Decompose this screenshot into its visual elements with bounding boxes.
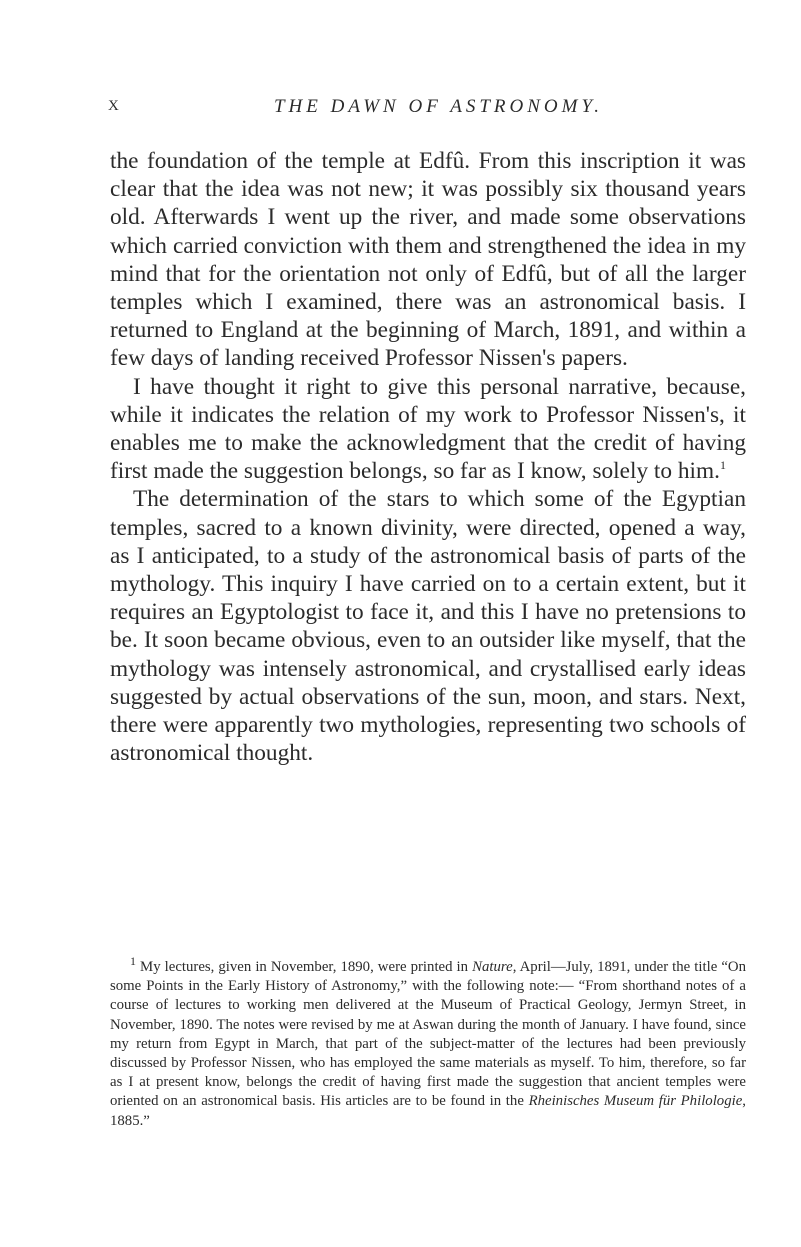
page-header <box>108 98 769 128</box>
paragraph <box>110 485 746 767</box>
footnote-text: , 1885.” <box>110 1093 746 1129</box>
paragraph <box>110 147 746 373</box>
footnote-marker: 1 <box>130 954 136 969</box>
footnote <box>110 954 746 1131</box>
footnote-reference: 1 <box>719 458 726 473</box>
footnote-text: My lectures, given in November, 1890, were printed in <box>140 959 473 975</box>
footnote-text: , April—July, 1891, under the title “On some Points in the Early History of Astronomy,” with the following note:— “From shorthand notes of a course of lectures to working men delivered at the Museum of Practical Geology, Jermyn Street, in November, 1890. The notes were revised by me at Aswan during the month of January. I have found, since my return from Egypt in March, that part of the subject-matter of the lectures had been previously discussed by Professor Nissen, who has employed the same materials as myself. To him, therefore, so far as I at present know, belongs the credit of having first made the suggestion that ancient temples were oriented on an astronomical basis. His articles are to be found in the <box>110 959 746 1110</box>
main-text <box>110 147 746 767</box>
running-title: THE DAWN OF ASTRONOMY. <box>273 96 604 117</box>
paragraph-text: I have thought it right to give this personal narrative, because, while it indicates the relation of my work to Professor Nissen's, it enables me to make the acknowledgment that the credit of having first made the suggestion belongs, so far as I know, solely to him. <box>110 373 746 485</box>
paragraph-text: the foundation of the temple at Edfû. From this inscription it was clear that the idea was not new; it was possibly six thousand years old. Afterwards I went up the river, and made some observations which carried conviction with them and strengthened the idea in my mind that for the orientation not only of Edfû, but of all the larger temples which I examined, there was an astronomical basis. I returned to England at the beginning of March, 1891, and within a few days of landing received Professor Nissen's papers. <box>110 148 746 372</box>
paragraph <box>110 373 746 486</box>
paragraph-text: The determination of the stars to which some of the Egyptian temples, sacred to a known divinity, were directed, opened a way, as I anticipated, to a study of the astronomical basis of parts of the mythology. This inquiry I have carried on to a certain extent, but it requires an Egyptologist to face it, and this I have no pretensions to be. It soon became obvious, even to an outsider like myself, that the mythology was intensely astronomical, and crystallised early ideas suggested by actual observations of the sun, moon, and stars. Next, there were apparently two mythologies, representing two schools of astronomical thought. <box>110 486 746 767</box>
journal-title: Rheinisches Museum für Philologie <box>528 1093 743 1110</box>
page-number: X <box>108 98 120 114</box>
journal-title: Nature <box>472 959 513 975</box>
